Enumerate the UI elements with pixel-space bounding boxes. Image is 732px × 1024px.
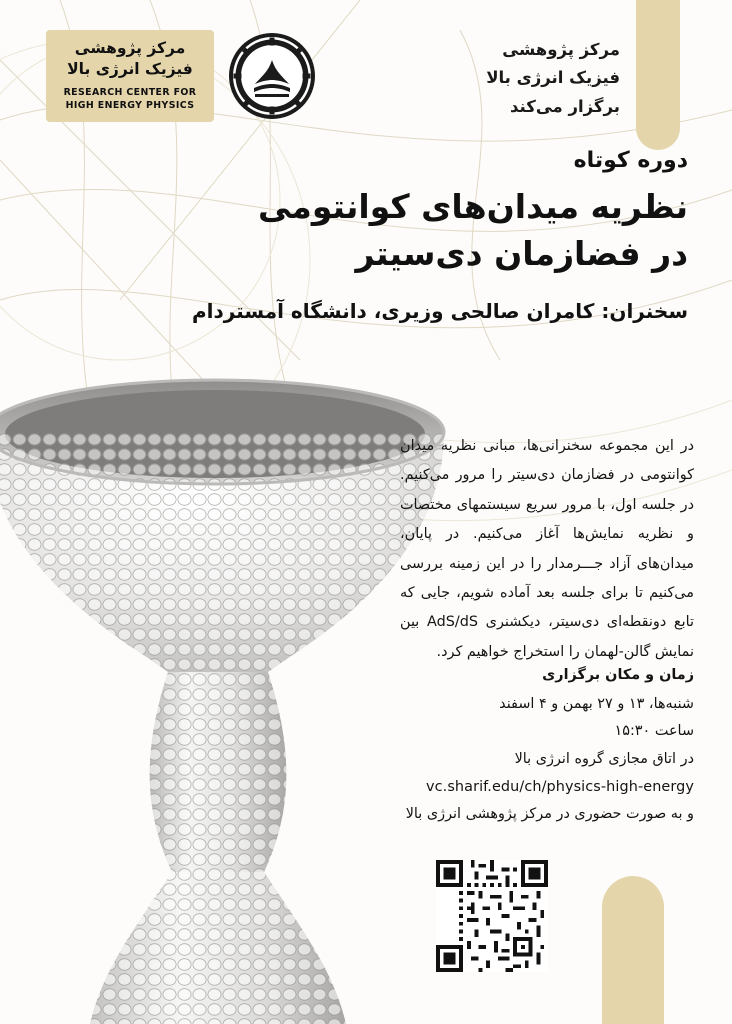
- event-title-line-2: در فضازمان دی‌سیتر: [355, 234, 688, 274]
- speaker-line: سخنران: کامران صالحی وزیری، دانشگاه آمستردام: [191, 299, 688, 324]
- host-line-2: فیزیک انرژی بالا: [486, 68, 620, 88]
- host-line-1: مرکز پژوهشی: [502, 40, 620, 59]
- qr-code[interactable]: [436, 860, 548, 972]
- sharif-university-seal-icon: [228, 32, 316, 120]
- title-block: [192, 148, 688, 324]
- sculpture-image: [0, 372, 448, 1024]
- details-time: ساعت ۱۵:۳۰: [614, 723, 694, 740]
- details-dates: شنبه‌ها، ۱۳ و ۲۷ بهمن و ۴ اسفند: [499, 695, 694, 712]
- details-url[interactable]: vc.sharif.edu/ch/physics-high-energy: [426, 778, 694, 795]
- abstract-text: در این مجموعه سخنرانی‌ها، مبانی نظریه میدان کوانتومی در فضازمان دی‌سیتر را مرور می‌کنیم. در جلسه اول، با مرور سریع سیستمهای مختصات و نظریه نمایش‌ها آغاز می‌کنیم. در پایان، میدان‌های آزاد جـــرمدار را در این زمینه بررسی می‌کنیم تا برای جلسه بعد آماده شویم، جایی که تابع دونقطه‌ای دی‌سیتر، دیکشنری AdS/dS بین نمایش گالن-لهمان را استخراج خواهیم کرد.: [400, 438, 694, 660]
- host-text: [486, 36, 620, 121]
- details-place: در اتاق مجازی گروه انرژی بالا: [514, 750, 694, 767]
- logo-en-line2: HIGH ENERGY PHYSICS: [65, 99, 195, 111]
- logo-fa-line2: فیزیک انرژی بالا: [67, 59, 193, 78]
- event-title-line-1: نظریه میدان‌های کوانتومی: [258, 187, 688, 227]
- logo-fa-line1: مرکز پژوهشی: [74, 39, 186, 57]
- details-inperson: و به صورت حضوری در مرکز پژوهشی انرژی بالا: [405, 806, 694, 823]
- logo-en-line1: RESEARCH CENTER FOR: [63, 86, 197, 98]
- decorative-arch-top: [636, 0, 680, 150]
- details-heading: زمان و مکان برگزاری: [542, 667, 694, 683]
- research-center-logo: [46, 30, 214, 122]
- event-kicker: دوره کوتاه: [573, 148, 688, 173]
- host-line-3: برگزار می‌کند: [510, 96, 620, 116]
- decorative-arch-bottom: [602, 876, 664, 1024]
- event-details: [394, 662, 694, 829]
